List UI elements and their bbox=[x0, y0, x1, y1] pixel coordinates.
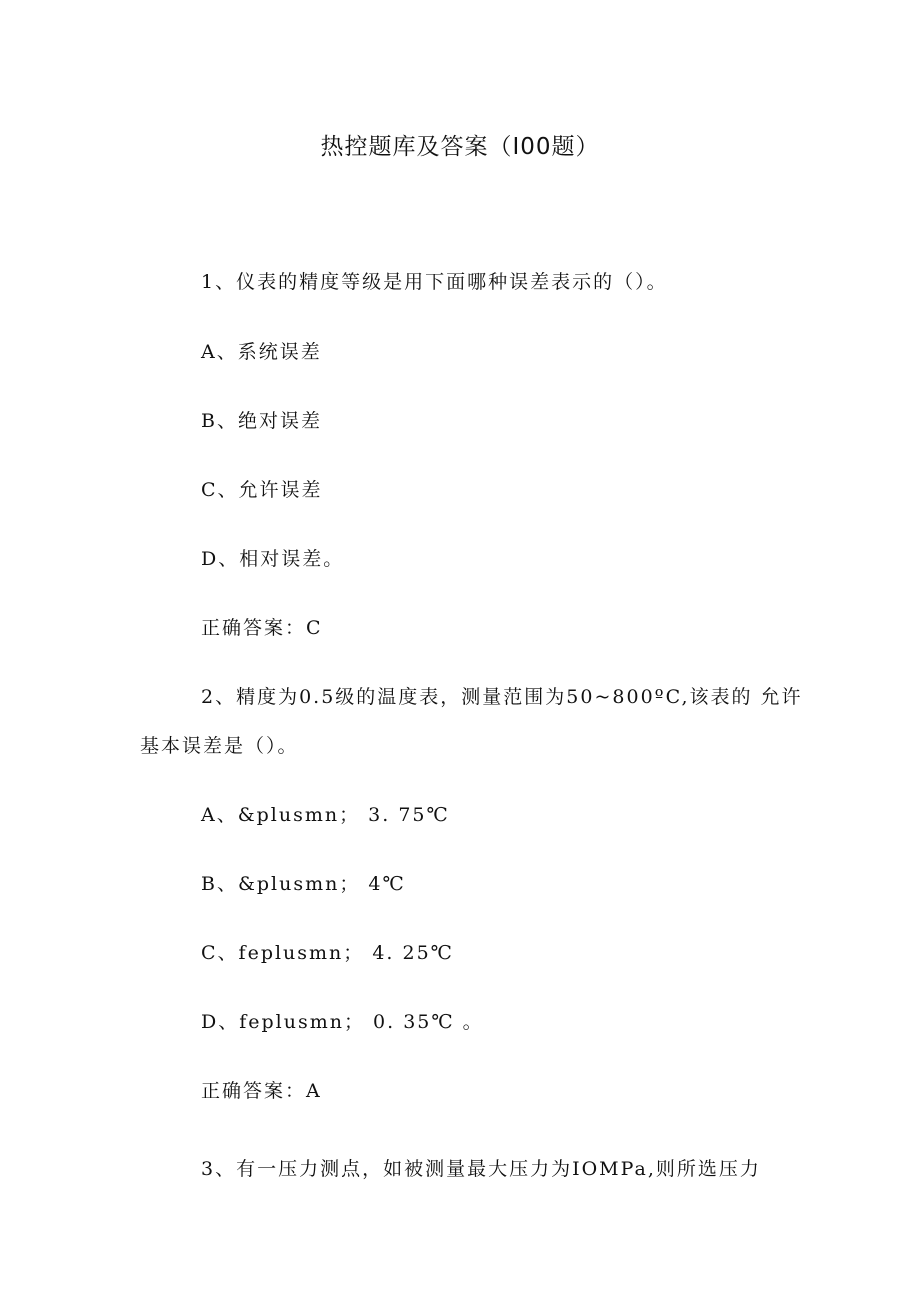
question-2-answer: 正确答案：A bbox=[201, 1080, 322, 1102]
question-1-stem: 1、仪表的精度等级是用下面哪种误差表示的（）。 bbox=[201, 271, 668, 293]
question-1-option-c: C、允许误差 bbox=[201, 479, 323, 501]
question-1-option-b: B、绝对误差 bbox=[201, 410, 322, 432]
question-2-option-b: B、&plusmn； 4℃ bbox=[201, 873, 406, 895]
question-2-stem-line-2: 基本误差是（）。 bbox=[140, 735, 299, 757]
question-1-answer: 正确答案：C bbox=[201, 617, 323, 639]
question-2-option-c: C、feplusmn； 4. 25℃ bbox=[201, 942, 454, 964]
question-3-stem-line-1: 3、有一压力测点，如被测量最大压力为IOMPa,则所选压力 bbox=[201, 1158, 761, 1180]
question-2-option-a: A、&plusmn； 3. 75℃ bbox=[201, 804, 450, 826]
question-2-stem-line-1: 2、精度为0.5级的温度表，测量范围为50~800ºC,该表的 允许 bbox=[201, 686, 803, 708]
question-1-option-d: D、相对误差。 bbox=[201, 548, 345, 570]
page-title: 热控题库及答案（I00题） bbox=[320, 134, 600, 160]
question-2-option-d: D、feplusmn； 0. 35℃ 。 bbox=[201, 1011, 484, 1033]
question-1-option-a: A、系统误差 bbox=[201, 341, 322, 363]
